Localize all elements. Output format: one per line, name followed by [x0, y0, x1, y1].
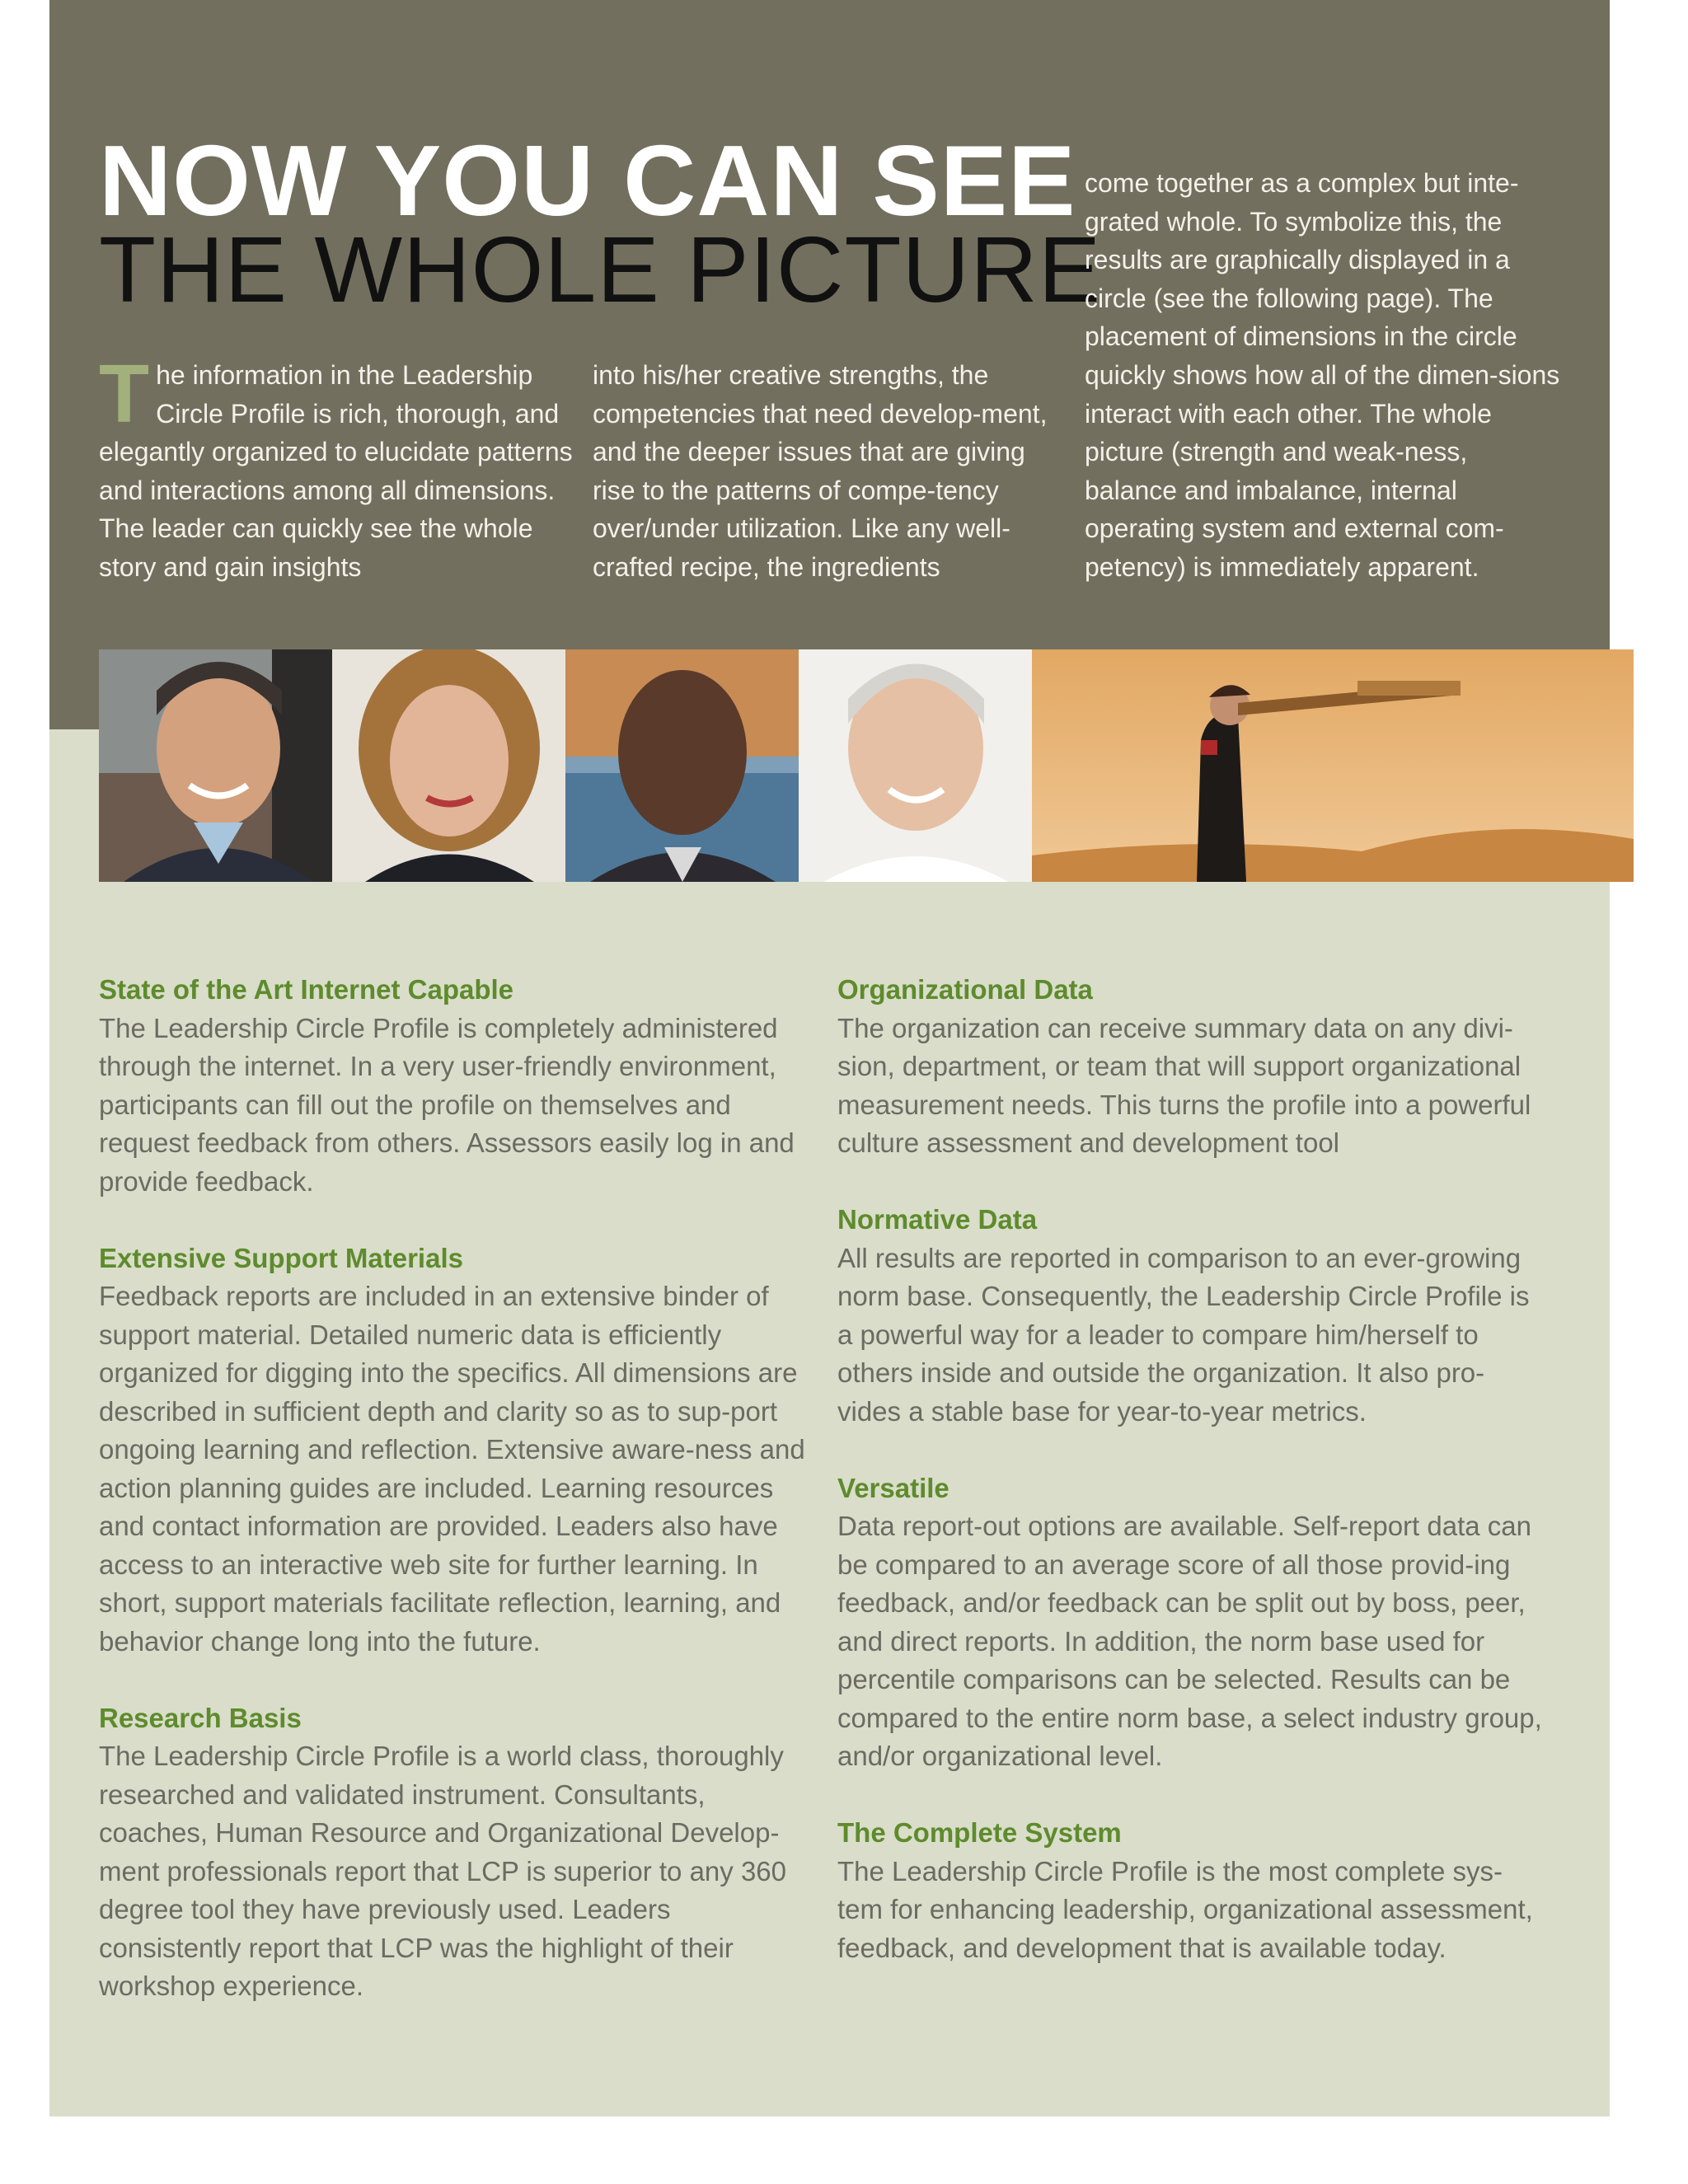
feature-body: The organization can receive summary data on any divi-sion, department, or team that will support organizational measurement needs. This turns the profile into a powerful culture assessment and development tool	[837, 1012, 1531, 1158]
features-left-column	[99, 971, 808, 2044]
feature-support-materials	[99, 1240, 808, 1661]
photo-strip	[99, 649, 1634, 882]
telescope-man-photo	[1032, 649, 1634, 882]
headline-line-2: THE WHOLE PICTURE	[99, 218, 1102, 321]
intro-text-2: into his/her creative strengths, the competencies that need develop-ment, and the deeper issues that are giving rise to the patterns of compe-tency over/under utilization. Like any well-crafted recipe, the ingredients	[593, 360, 1048, 582]
feature-title: Research Basis	[99, 1702, 302, 1733]
feature-title: The Complete System	[837, 1817, 1122, 1848]
portrait-photo-4	[799, 649, 1032, 882]
feature-organizational-data	[837, 971, 1546, 1163]
feature-title: Organizational Data	[837, 974, 1093, 1005]
portrait-photo-3	[565, 649, 799, 882]
feature-versatile	[837, 1469, 1546, 1776]
feature-title: State of the Art Internet Capable	[99, 974, 514, 1005]
feature-complete-system	[837, 1814, 1546, 1967]
features-right-column	[837, 971, 1546, 2006]
headline	[99, 124, 1102, 321]
intro-column-2	[593, 356, 1062, 587]
drop-cap: T	[99, 348, 150, 440]
feature-body: The Leadership Circle Profile is a world class, thoroughly researched and validated instrument. Consultants, coaches, Human Resource and Organizational Develop-ment professionals report that LCP is superior to any 360 degree tool they have previously used. Leaders consistently report that LCP was the highlight of their workshop experience.	[99, 1741, 787, 2001]
feature-title: Normative Data	[837, 1204, 1038, 1235]
portrait-photo-1	[99, 649, 332, 882]
intro-text-3: come together as a complex but inte-grated whole. To symbolize this, the results are graphically displayed in a circle (see the following page). The placement of dimensions in the circle quickly shows how all of the dimen-sions interact with each other. The whole picture (strength and weak-ness, balance and imbalance, internal operating system and external com-petency) is immediately apparent.	[1085, 168, 1560, 582]
feature-body: Data report-out options are available. Self-report data can be compared to an average score of all those provid-ing feedback, and/or feedback can be split out by boss, peer, and direct reports. In addition, the norm base used for percentile comparisons can be selected. Results can be compared to the entire norm base, a select industry group, and/or organizational level.	[837, 1511, 1542, 1771]
feature-body: The Leadership Circle Profile is the most complete sys-tem for enhancing leadership, organizational assessment, feedback, and development that is available today.	[837, 1855, 1533, 1963]
feature-title: Extensive Support Materials	[99, 1242, 463, 1273]
intro-column-1	[99, 348, 577, 587]
feature-body: The Leadership Circle Profile is completely administered through the internet. In a very user-friendly environment, participants can fill out the profile on themselves and request feedback from others. Assessors easily log in and provide feedback.	[99, 1012, 795, 1197]
feature-internet-capable	[99, 971, 808, 1201]
intro-text-1: he information in the Leadership Circle Profile is rich, thorough, and elegantly organized to elucidate patterns and interactions among all dimensions. The leader can quickly see the whole story and gain insights	[99, 360, 573, 582]
portrait-photo-2	[332, 649, 565, 882]
feature-body: Feedback reports are included in an extensive binder of support material. Detailed numeric data is efficiently organized for digging into the specifics. All dimensions are described in sufficient depth and clarity so as to sup-port ongoing learning and reflection. Extensive aware-ness and action planning guides are included. Learning resources and contact information are provided. Leaders also have access to an interactive web site for further learning. In short, support materials facilitate reflection, learning, and behavior change long into the future.	[99, 1281, 805, 1657]
headline-line-1: NOW YOU CAN SEE	[99, 124, 1076, 237]
feature-body: All results are reported in comparison to an ever-growing norm base. Consequently, the Leadership Circle Profile is a powerful way for a leader to compare him/herself to others inside and outside the organization. It also pro-vides a stable base for year-to-year metrics.	[837, 1242, 1530, 1427]
feature-normative-data	[837, 1201, 1546, 1431]
feature-research-basis	[99, 1699, 808, 2006]
intro-column-3	[1085, 164, 1563, 587]
feature-title: Versatile	[837, 1472, 950, 1503]
